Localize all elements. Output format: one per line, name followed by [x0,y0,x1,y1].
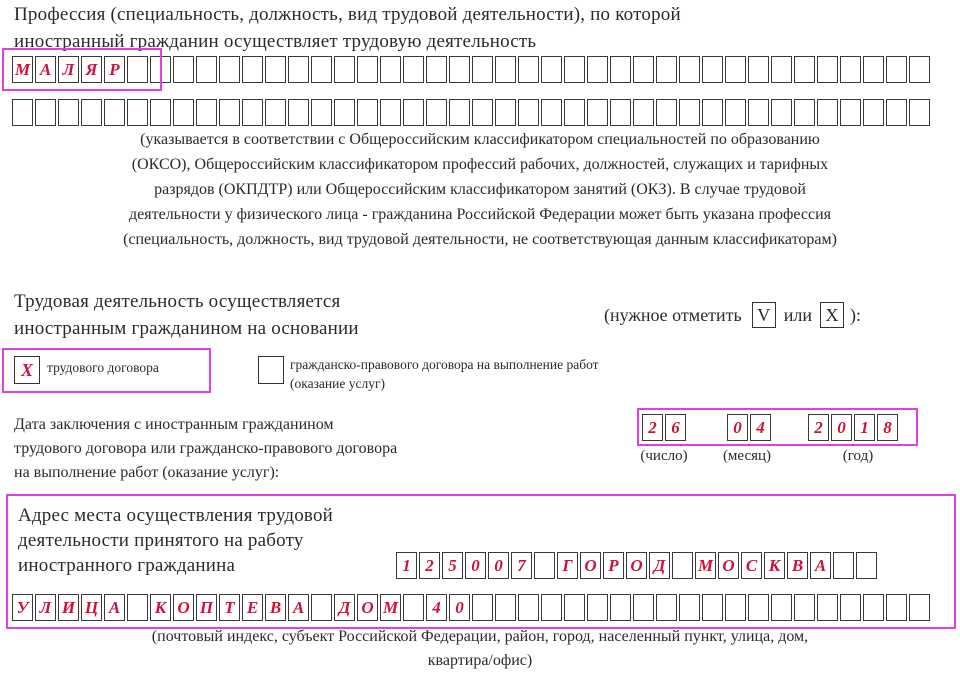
letter-cell[interactable] [564,594,585,621]
mark-hint-suffix: ): [850,304,862,325]
letter-cell[interactable]: 1 [854,414,875,441]
letter-cell[interactable] [771,56,792,83]
letter-cell[interactable] [817,99,838,126]
letter-cell[interactable] [380,99,401,126]
letter-cell[interactable] [833,552,854,579]
letter-cell[interactable] [856,552,877,579]
letter-cell[interactable] [541,56,562,83]
month-caption: (месяц) [722,448,772,464]
mark-hint [604,302,861,328]
letter-cell[interactable] [127,594,148,621]
letter-cell[interactable] [610,99,631,126]
letter-cell[interactable] [886,594,907,621]
address-note-line1: (почтовый индекс, субъект Российской Федерации, район, город, населенный пункт, улица, дом, [151,628,809,645]
letter-cell[interactable] [564,99,585,126]
letter-cell[interactable] [403,56,424,83]
letter-cell[interactable] [840,56,861,83]
address-cells-row1[interactable] [396,552,879,579]
letter-cell[interactable] [357,99,378,126]
address-label-line1: Адрес места осуществления трудовой [18,505,334,526]
letter-cell[interactable] [104,99,125,126]
civil-contract-label-line2: (оказание услуг) [290,376,385,391]
letter-cell[interactable] [81,99,102,126]
letter-cell[interactable] [702,56,723,83]
letter-cell[interactable]: М [380,594,401,621]
letter-cell[interactable]: 0 [488,552,509,579]
letter-cell[interactable]: Я [81,56,102,83]
letter-cell[interactable]: 0 [449,594,470,621]
letter-cell[interactable]: Д [334,594,355,621]
address-label-line2: деятельности принятого на работу [18,530,304,551]
letter-cell[interactable]: В [265,594,286,621]
mark-hint-prefix: (нужное отметить [604,304,742,325]
letter-cell[interactable]: 7 [511,552,532,579]
mark-hint-or: или [783,304,813,325]
letter-cell[interactable]: 5 [442,552,463,579]
profession-highlight [2,48,162,91]
letter-cell[interactable] [173,99,194,126]
letter-cell[interactable] [909,56,930,83]
classifier-note-line: деятельности у физического лица - гражданина Российской Федерации может быть указана профессия [129,206,831,223]
letter-cell[interactable] [564,56,585,83]
letter-cell[interactable] [495,594,516,621]
letter-cell[interactable] [311,594,332,621]
letter-cell[interactable] [672,552,693,579]
contract-date-label-line1: Дата заключения с иностранным гражданином [14,416,334,433]
address-note-line2: квартира/офис) [427,652,533,669]
letter-cell[interactable]: 0 [831,414,852,441]
letter-cell[interactable]: 8 [877,414,898,441]
classifier-note-line: (ОКСО), Общероссийским классификатором профессий рабочих, должностей, служащих и тарифных [131,156,829,173]
labor-contract-highlight [2,348,211,393]
letter-cell[interactable] [587,594,608,621]
letter-cell[interactable]: О [718,552,739,579]
letter-cell[interactable]: Д [649,552,670,579]
letter-cell[interactable] [748,56,769,83]
letter-cell[interactable] [817,594,838,621]
letter-cell[interactable] [403,594,424,621]
address-label-line3: иностранного гражданина [18,555,236,576]
letter-cell[interactable]: Е [242,594,263,621]
letter-cell[interactable] [840,99,861,126]
letter-cell[interactable] [12,99,33,126]
letter-cell[interactable] [127,99,148,126]
letter-cell[interactable] [587,99,608,126]
letter-cell[interactable] [173,56,194,83]
letter-cell[interactable] [633,99,654,126]
letter-cell[interactable]: О [357,594,378,621]
letter-cell[interactable] [702,99,723,126]
letter-cell[interactable]: 2 [808,414,829,441]
contract-date-label-line2: трудового договора или гражданско-правового договора [14,440,398,457]
letter-cell[interactable] [150,99,171,126]
letter-cell[interactable] [311,99,332,126]
labor-contract-label: трудового договора [47,360,159,375]
mark-hint-v-box: V [752,302,776,328]
letter-cell[interactable] [679,99,700,126]
letter-cell[interactable] [679,594,700,621]
letter-cell[interactable] [472,594,493,621]
letter-cell[interactable]: А [104,594,125,621]
letter-cell[interactable] [656,56,677,83]
letter-cell[interactable]: 0 [727,414,748,441]
letter-cell[interactable] [863,594,884,621]
letter-cell[interactable] [334,56,355,83]
profession-label-line1: Профессия (специальность, должность, вид трудовой деятельности), по которой [14,4,681,25]
letter-cell[interactable]: Л [35,594,56,621]
letter-cell[interactable] [426,56,447,83]
letter-cell[interactable] [495,56,516,83]
letter-cell[interactable] [288,56,309,83]
letter-cell[interactable] [840,594,861,621]
letter-cell[interactable] [771,594,792,621]
letter-cell[interactable] [288,99,309,126]
letter-cell[interactable] [472,99,493,126]
letter-cell[interactable]: Р [603,552,624,579]
letter-cell[interactable]: 6 [665,414,686,441]
letter-cell[interactable] [656,594,677,621]
letter-cell[interactable] [242,56,263,83]
letter-cell[interactable]: 1 [396,552,417,579]
contract-date-highlight [637,408,918,446]
civil-contract-label-line1: гражданско-правового договора на выполнение работ [290,357,599,372]
basis-label-line2: иностранным гражданином на основании [14,318,359,339]
day-caption: (число) [640,448,688,464]
letter-cell[interactable]: А [35,56,56,83]
letter-cell[interactable] [518,594,539,621]
letter-cell[interactable] [702,594,723,621]
year-caption: (год) [842,448,874,464]
letter-cell[interactable]: Л [58,56,79,83]
letter-cell[interactable] [265,99,286,126]
letter-cell[interactable] [58,99,79,126]
letter-cell[interactable]: О [580,552,601,579]
mark-hint-x-box: X [820,302,844,328]
classifier-note-line: разрядов (ОКПДТР) или Общероссийским классификатором занятий (ОКЗ). В случае трудовой [154,181,806,198]
labor-contract-checkbox[interactable]: X [14,356,40,384]
letter-cell[interactable]: М [12,56,33,83]
letter-cell[interactable] [610,56,631,83]
letter-cell[interactable] [771,99,792,126]
letter-cell[interactable]: 2 [642,414,663,441]
letter-cell[interactable]: С [741,552,762,579]
letter-cell[interactable] [357,56,378,83]
letter-cell[interactable] [518,56,539,83]
letter-cell[interactable] [35,99,56,126]
letter-cell[interactable]: Г [557,552,578,579]
classifier-note-line: (специальность, должность, вид трудовой деятельности, не соответствующая данным классификаторам) [123,231,837,248]
letter-cell[interactable]: В [787,552,808,579]
letter-cell[interactable] [748,99,769,126]
letter-cell[interactable] [265,56,286,83]
letter-cell[interactable] [449,56,470,83]
letter-cell[interactable] [242,99,263,126]
letter-cell[interactable] [196,99,217,126]
letter-cell[interactable] [909,99,930,126]
letter-cell[interactable] [633,56,654,83]
letter-cell[interactable]: К [764,552,785,579]
letter-cell[interactable]: 4 [750,414,771,441]
letter-cell[interactable] [403,99,424,126]
letter-cell[interactable] [886,56,907,83]
letter-cell[interactable] [794,99,815,126]
letter-cell[interactable] [633,594,654,621]
letter-cell[interactable] [886,99,907,126]
letter-cell[interactable]: А [288,594,309,621]
letter-cell[interactable]: Ц [81,594,102,621]
letter-cell[interactable] [817,56,838,83]
letter-cell[interactable] [426,99,447,126]
letter-cell[interactable] [794,56,815,83]
letter-cell[interactable] [610,594,631,621]
letter-cell[interactable] [495,99,516,126]
letter-cell[interactable]: К [150,594,171,621]
letter-cell[interactable] [534,552,555,579]
letter-cell[interactable]: М [695,552,716,579]
letter-cell[interactable] [472,56,493,83]
letter-cell[interactable] [219,99,240,126]
letter-cell[interactable]: А [810,552,831,579]
letter-cell[interactable] [725,594,746,621]
classifier-note [10,127,950,252]
letter-cell[interactable] [679,56,700,83]
letter-cell[interactable]: 2 [419,552,440,579]
letter-cell[interactable] [909,594,930,621]
address-cells-row2[interactable] [12,594,932,621]
letter-cell[interactable] [196,56,217,83]
letter-cell[interactable] [219,56,240,83]
contract-date-label-line3: на выполнение работ (оказание услуг): [14,464,280,481]
letter-cell[interactable] [656,99,677,126]
letter-cell[interactable] [449,99,470,126]
civil-contract-checkbox[interactable] [258,356,284,384]
letter-cell[interactable]: Р [104,56,125,83]
letter-cell[interactable] [518,99,539,126]
letter-cell[interactable] [334,99,355,126]
letter-cell[interactable] [794,594,815,621]
letter-cell[interactable] [541,99,562,126]
letter-cell[interactable]: У [12,594,33,621]
letter-cell[interactable] [725,56,746,83]
letter-cell[interactable] [311,56,332,83]
letter-cell[interactable]: И [58,594,79,621]
profession-cells-row2[interactable] [12,99,932,126]
letter-cell[interactable]: Т [219,594,240,621]
letter-cell[interactable] [748,594,769,621]
basis-label-line1: Трудовая деятельность осуществляется [14,291,341,312]
letter-cell[interactable] [587,56,608,83]
letter-cell[interactable]: О [626,552,647,579]
letter-cell[interactable] [863,56,884,83]
letter-cell[interactable]: 0 [465,552,486,579]
letter-cell[interactable] [541,594,562,621]
profession-label-line2: иностранный гражданин осуществляет трудовую деятельность [14,31,537,52]
classifier-note-line: (указывается в соответствии с Общероссийским классификатором специальностей по образованию [140,131,820,148]
letter-cell[interactable]: 4 [426,594,447,621]
letter-cell[interactable]: П [196,594,217,621]
letter-cell[interactable] [863,99,884,126]
letter-cell[interactable]: О [173,594,194,621]
letter-cell[interactable] [725,99,746,126]
letter-cell[interactable] [380,56,401,83]
